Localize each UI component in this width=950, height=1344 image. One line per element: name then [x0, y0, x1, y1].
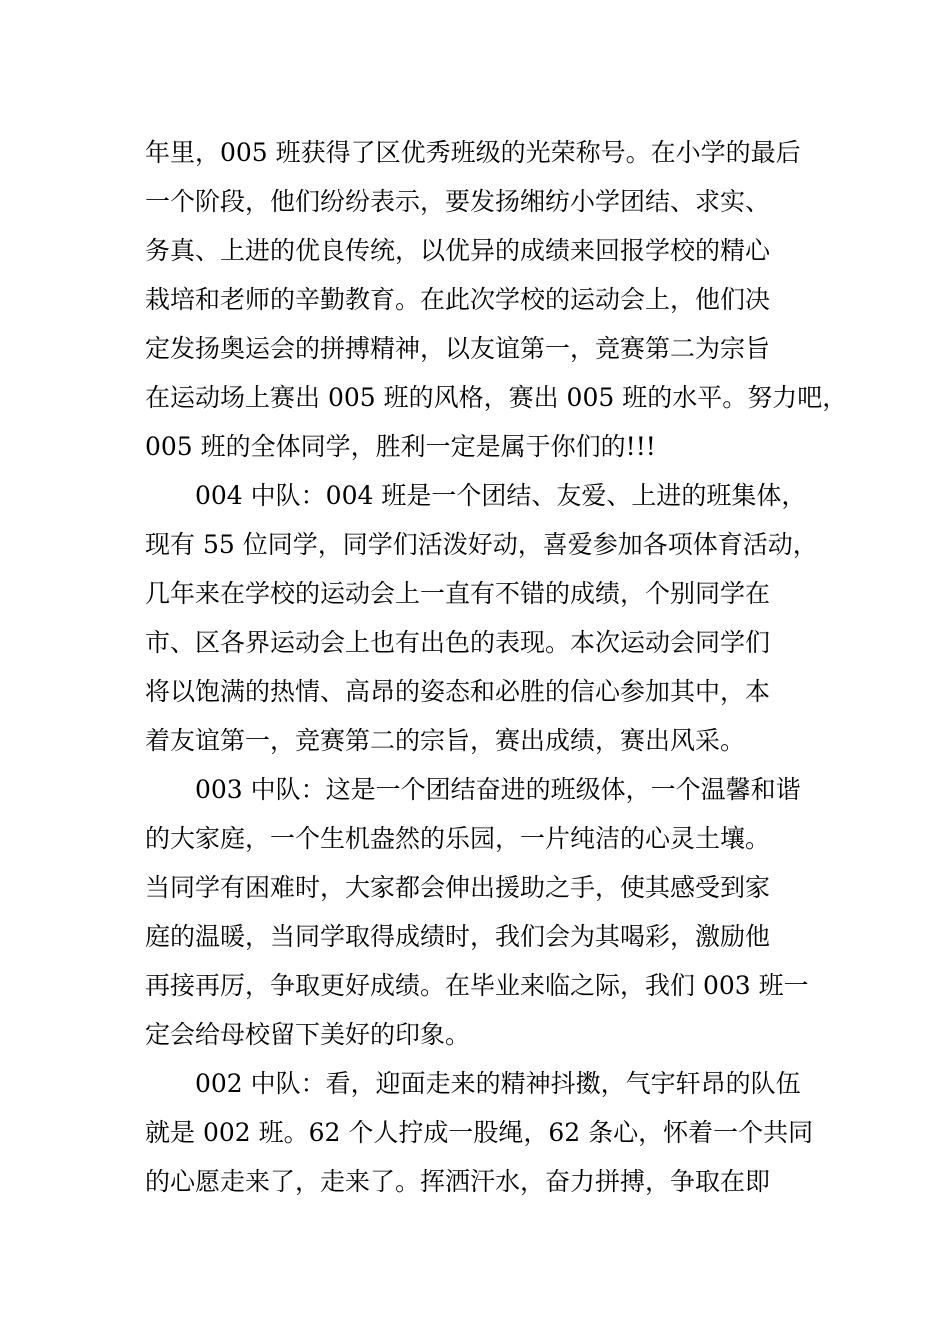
- text-line: 将以饱满的热情、高昂的姿态和必胜的信心参加其中，本: [145, 677, 771, 706]
- text-line: 的心愿走来了，走来了。挥洒汗水，奋力拼搏，争取在即: [145, 1167, 771, 1196]
- paragraph-first-line: 004 中队：004 班是一个团结、友爱、上进的班集体，: [195, 481, 807, 510]
- paragraph-first-line: 002 中队：看，迎面走来的精神抖擞，气宇轩昂的队伍: [195, 1069, 801, 1098]
- text-line: 栽培和老师的辛勤教育。在此次学校的运动会上，他们决: [145, 285, 771, 314]
- text-line: 当同学有困难时，大家都会伸出援助之手，使其感受到家: [145, 873, 771, 902]
- text-line: 着友谊第一，竞赛第二的宗旨，赛出成绩，赛出风采。: [145, 726, 746, 755]
- text-line: 定会给母校留下美好的印象。: [145, 1020, 471, 1049]
- text-line: 年里，005 班获得了区优秀班级的光荣称号。在小学的最后: [145, 138, 801, 167]
- text-line: 的大家庭，一个生机盎然的乐园，一片纯洁的心灵土壤。: [145, 824, 771, 853]
- paragraph-first-line: 003 中队：这是一个团结奋进的班级体，一个温馨和谐: [195, 775, 801, 804]
- text-line: 市、区各界运动会上也有出色的表现。本次运动会同学们: [145, 628, 771, 657]
- text-line: 就是 002 班。62 个人拧成一股绳，62 条心，怀着一个共同: [145, 1118, 814, 1147]
- text-line: 几年来在学校的运动会上一直有不错的成绩，个别同学在: [145, 579, 771, 608]
- text-line: 庭的温暖，当同学取得成绩时，我们会为其喝彩，激励他: [145, 922, 771, 951]
- text-line: 再接再厉，争取更好成绩。在毕业来临之际，我们 003 班一: [145, 971, 809, 1000]
- text-line: 定发扬奥运会的拼搏精神，以友谊第一，竞赛第二为宗旨: [145, 334, 771, 363]
- text-line: 005 班的全体同学，胜利一定是属于你们的!!!: [145, 432, 656, 461]
- text-line: 务真、上进的优良传统，以优异的成绩来回报学校的精心: [145, 236, 771, 265]
- document-body: [145, 128, 848, 1206]
- text-line: 在运动场上赛出 005 班的风格，赛出 005 班的水平。努力吧，: [145, 383, 848, 412]
- text-line: 现有 55 位同学，同学们活泼好动，喜爱参加各项体育活动，: [145, 530, 818, 559]
- text-line: 一个阶段，他们纷纷表示，要发扬缃纺小学团结、求实、: [145, 187, 771, 216]
